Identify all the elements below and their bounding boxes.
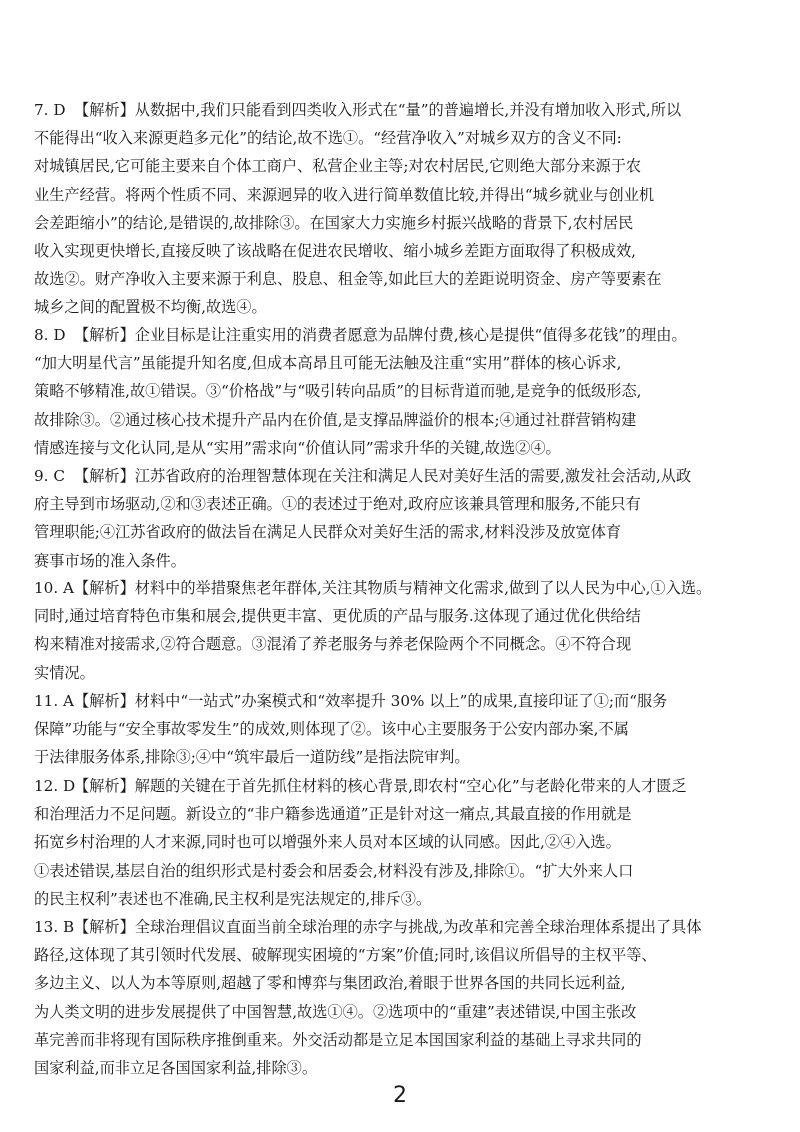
question-number: 7. D bbox=[34, 101, 66, 119]
explanation-line: 拓宽乡村治理的人才来源,同时也可以增强外来人员对本区域的认同感。因此,②④入选。 bbox=[34, 833, 621, 852]
question-number: 11. A bbox=[34, 692, 74, 710]
answer-9 bbox=[34, 462, 766, 575]
explanation-line: 情感连接与文化认同,是从“实用”需求向“价值认同”需求升华的关键,故选②④。 bbox=[34, 438, 561, 457]
explanation-line: 故排除③。②通过核心技术提升产品内在价值,是支撑品牌溢价的根本;④通过社群营销构建 bbox=[34, 410, 637, 429]
answer-13 bbox=[34, 913, 766, 1082]
explanation-line: 业生产经营。将两个性质不同、来源迥异的收入进行简单数值比较,并得出“城乡就业与创业机 bbox=[34, 185, 655, 204]
explanation-line: 和治理活力不足问题。新设立的“非户籍参选通道”正是针对这一痛点,其最直接的作用就是 bbox=[34, 805, 632, 824]
explanation-line: 收入实现更快增长,直接反映了该战略在促进农民增收、缩小城乡差距方面取得了积极成效, bbox=[34, 241, 636, 260]
explanation-line: ①表述错误,基层自治的组织形式是村委会和居委会,材料没有涉及,排除①。“扩大外来人口 bbox=[34, 861, 634, 880]
explanation-line: 【解析】从数据中,我们只能看到四类收入形式在“量”的普遍增长,并没有增加收入形式,所以 bbox=[74, 101, 682, 119]
explanation-line: 同时,通过培育特色市集和展会,提供更丰富、更优质的产品与服务.这体现了通过优化供给结 bbox=[34, 607, 641, 626]
explanation-line: 城乡之间的配置极不均衡,故选④。 bbox=[34, 298, 267, 317]
explanation-line: 为人类文明的进步发展提供了中国智慧,故选①④。②选项中的“重建”表述错误,中国主张改 bbox=[34, 1002, 637, 1021]
answer-11 bbox=[34, 687, 766, 772]
explanation-line: 【解析】解题的关键在于首先抓住材料的核心背景,即农村“空心化”与老龄化带来的人才匮乏 bbox=[74, 777, 687, 795]
explanation-line: 实情况。 bbox=[34, 663, 95, 682]
explanation-line: 对城镇居民,它可能主要来自个体工商户、私营企业主等;对农村居民,它则绝大部分来源于农 bbox=[34, 157, 642, 176]
explanation-line: 【解析】全球治理倡议直面当前全球治理的赤字与挑战,为改革和完善全球治理体系提出了具体 bbox=[74, 918, 702, 936]
explanation-line: 路径,这体现了其引领时代发展、破解现实困境的“方案”价值;同时,该倡议所倡导的主权平等、 bbox=[34, 946, 657, 965]
page-number: 2 bbox=[393, 1083, 407, 1108]
question-number: 9. C bbox=[34, 467, 65, 485]
explanation-line: 【解析】企业目标是让注重实用的消费者愿意为品牌付费,核心是提供“值得多花钱”的理由。 bbox=[74, 326, 687, 344]
answer-7 bbox=[34, 96, 766, 322]
explanation-line: 不能得出“收入来源更趋多元化”的结论,故不选①。“经营净收入”对城乡双方的含义不同: bbox=[34, 129, 622, 148]
explanation-line: 故选②。财产净收入主要来源于利息、股息、租金等,如此巨大的差距说明资金、房产等要素在 bbox=[34, 270, 662, 289]
answer-8 bbox=[34, 321, 766, 462]
explanation-line: “加大明星代言”虽能提升知名度,但成本高昂且可能无法触及注重“实用”群体的核心诉求, bbox=[34, 354, 622, 373]
explanation-line: 于法律服务体系,排除③;④中“筑牢最后一道防线”是指法院审判。 bbox=[34, 748, 470, 767]
answer-12 bbox=[34, 772, 766, 913]
question-number: 12. D bbox=[34, 777, 76, 795]
explanation-line: 革完善而非将现有国际秩序推倒重来。外交活动都是立足本国国家利益的基础上寻求共同的 bbox=[34, 1030, 642, 1049]
explanation-line: 【解析】材料中“一站式”办案模式和“效率提升 30% 以上”的成果,直接印证了①;而“服务 bbox=[74, 692, 668, 710]
explanation-line: 的民主权利”表述也不准确,民主权利是宪法规定的,排斥③。 bbox=[34, 889, 432, 908]
explanation-line: 府主导到市场驱动,②和③表述正确。①的表述过于绝对,政府应该兼具管理和服务,不能只有 bbox=[34, 495, 641, 514]
question-number: 13. B bbox=[34, 918, 75, 936]
question-number: 10. A bbox=[34, 579, 74, 597]
answer-10 bbox=[34, 574, 766, 687]
explanation-line: 多边主义、以人为本等原则,超越了零和博弈与集团政治,着眼于世界各国的共同长远利益, bbox=[34, 974, 626, 993]
question-number: 8. D bbox=[34, 326, 66, 344]
explanation-line: 【解析】江苏省政府的治理智慧体现在关注和满足人民对美好生活的需要,激发社会活动,从政 bbox=[74, 467, 692, 485]
explanation-line: 保障”功能与“安全事故零发生”的成效,则体现了②。该中心主要服务于公安内部办案,不属 bbox=[34, 720, 629, 739]
explanation-line: 国家利益,而非立足各国国家利益,排除③。 bbox=[34, 1058, 318, 1077]
explanation-line: 【解析】材料中的举措聚焦老年群体,关注其物质与精神文化需求,做到了以人民为中心,①入选。 bbox=[74, 579, 712, 597]
explanation-line: 会差距缩小”的结论,是错误的,故排除③。在国家大力实施乡村振兴战略的背景下,农村居民 bbox=[34, 213, 634, 232]
explanation-line: 构来精准对接需求,②符合题意。③混淆了养老服务与养老保险两个不同概念。④不符合现 bbox=[34, 635, 632, 654]
explanation-line: 赛事市场的准入条件。 bbox=[34, 551, 186, 570]
explanation-line: 管理职能;④江苏省政府的做法旨在满足人民群众对美好生活的需求,材料没涉及放宽体育 bbox=[34, 523, 622, 542]
explanation-line: 策略不够精准,故①错误。③“价格战”与“吸引转向品质”的目标背道而驰,是竞争的低级形态, bbox=[34, 382, 642, 401]
